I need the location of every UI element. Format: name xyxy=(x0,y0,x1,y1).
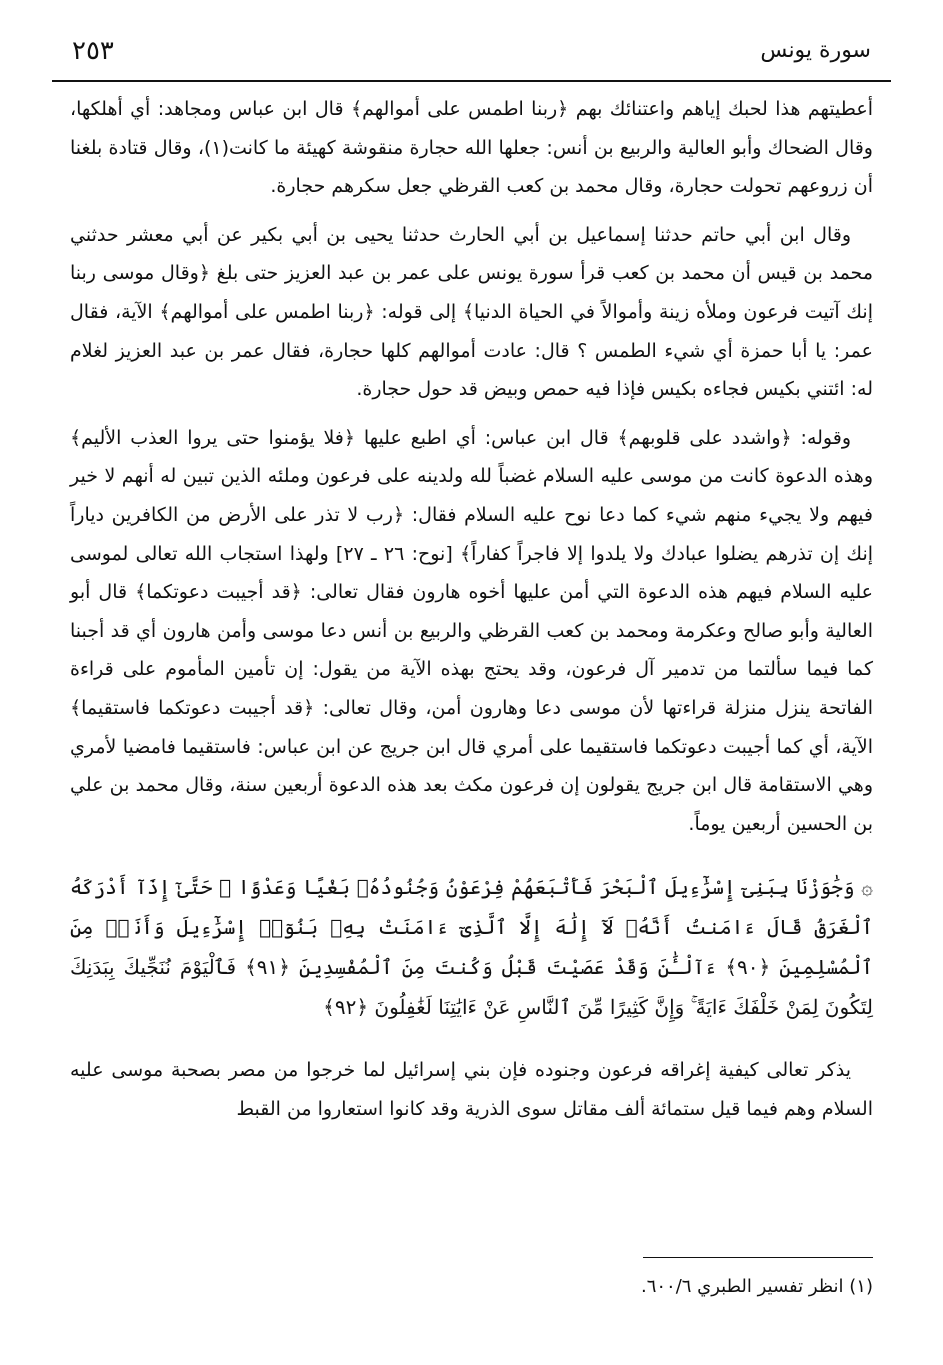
quran-verse: ۞ وَجَٰوَزْنَا بِبَنِىٓ إِسْرَٰٓءِيلَ ٱلْبَحْرَ فَأَتْبَعَهُمْ فِرْعَوْنُ وَجُنُودُهُۥ بَغْيًا وَعَدْوًا ۖ حَتَّىٰٓ إِذَآ أَدْرَكَهُ ٱلْغَرَقُ قَالَ ءَامَنتُ أَنَّهُۥ لَآ إِلَٰهَ إِلَّا ٱلَّذِىٓ ءَامَنَتْ بِهِۦ بَنُوٓا۟ إِسْرَٰٓءِيلَ وَأَنَا۠ مِنَ ٱلْمُسْلِمِينَ ﴿٩٠﴾ ءَآلْـَٰٔنَ وَقَدْ عَصَيْتَ قَبْلُ وَكُنتَ مِنَ ٱلْمُفْسِدِينَ ﴿٩١﴾ فَٱلْيَوْمَ نُنَجِّيكَ بِبَدَنِكَ لِتَكُونَ لِمَنْ خَلْفَكَ ءَايَةً ۚ وَإِنَّ كَثِيرًا مِّنَ ٱلنَّاسِ عَنْ ءَايَٰتِنَا لَغَٰفِلُونَ ﴿٩٢﴾ xyxy=(70,875,874,1020)
paragraph-1: أعطيتهم هذا لحبك إياهم واعتنائك بهم ﴿ربنا اطمس على أموالهم﴾ قال ابن عباس ومجاهد: أي أهلكها، وقال الضحاك وأبو العالية والربيع بن أنس: جعلها الله حجارة منقوشة كهيئة ما كانت(١)، وقال قتادة بلغنا أن زروعهم تحولت حجارة، وقال محمد بن كعب القرظي جعل سكرهم حجارة. xyxy=(70,98,873,198)
page-header xyxy=(52,28,891,82)
footnote: (١) انظر تفسير الطبري ٦٠٠/٦. xyxy=(640,1276,873,1297)
surah-title: سورة يونس xyxy=(760,38,871,63)
paragraph-4: يذكر تعالى كيفية إغراقه فرعون وجنوده فإن بني إسرائيل لما خرجوا من مصر بصحبة موسى عليه السلام وهم فيما قيل ستمائة ألف مقاتل سوى الذرية وقد كانوا استعاروا من القبط xyxy=(70,1059,873,1120)
paragraph-2: وقال ابن أبي حاتم حدثنا إسماعيل بن أبي الحارث حدثنا يحيى بن أبي بكير عن أبي معشر حدثني محمد بن قيس أن محمد بن كعب قرأ سورة يونس على عمر بن عبد العزيز حتى بلغ ﴿وقال موسى ربنا إنك آتيت فرعون وملأه زينة وأموالاً في الحياة الدنيا﴾ إلى قوله: ﴿ربنا اطمس على أموالهم﴾ الآية، فقال عمر: يا أبا حمزة أي شيء الطمس ؟ قال: عادت أموالهم كلها حجارة، فقال عمر بن عبد العزيز لغلام له: ائتني بكيس فجاءه بكيس فإذا فيه حمص وبيض قد حول حجارة. xyxy=(70,223,873,401)
paragraph-3: وقوله: ﴿واشدد على قلوبهم﴾ قال ابن عباس: أي اطبع عليها ﴿فلا يؤمنوا حتى يروا العذب الأليم﴾ وهذه الدعوة كانت من موسى عليه السلام غضباً لله ولدينه على فرعون وملئه الذين تبين له أنهم لا خير فيهم ولا يجيء منهم شيء كما دعا نوح عليه السلام فقال: ﴿رب لا تذر على الأرض من الكافرين دياراً إنك إن تذرهم يضلوا عبادك ولا يلدوا إلا فاجراً كفاراً﴾ [نوح: ٢٦ ـ ٢٧] ولهذا استجاب الله تعالى لموسى عليه السلام فيهم هذه الدعوة التي أمن عليها أخوه هارون فقال تعالى: ﴿قد أجيبت دعوتكما﴾ قال أبو العالية وأبو صالح وعكرمة ومحمد بن كعب القرظي والربيع بن أنس دعا موسى وأمن هارون أي قد أجبنا كما فيما سألتما من تدمير آل فرعون، وقد يحتج بهذه الآية من يقول: إن تأمين المأموم على قراءة الفاتحة ينزل منزلة قراءتها لأن موسى دعا وهارون أمن، وقال تعالى: ﴿قد أجيبت دعوتكما فاستقيما﴾ الآية، أي كما أجيبت دعوتكما فاستقيما على أمري قال ابن جريج عن ابن عباس: فاستقيما فامضيا لأمري وهي الاستقامة قال ابن جريج يقولون إن فرعون مكث بعد هذه الدعوة أربعين سنة، وقال محمد بن علي بن الحسين أربعين يوماً. xyxy=(70,426,874,835)
page-body xyxy=(70,90,873,1128)
footnote-divider xyxy=(643,1257,873,1258)
page-number: ٢٥٣ xyxy=(72,36,114,66)
